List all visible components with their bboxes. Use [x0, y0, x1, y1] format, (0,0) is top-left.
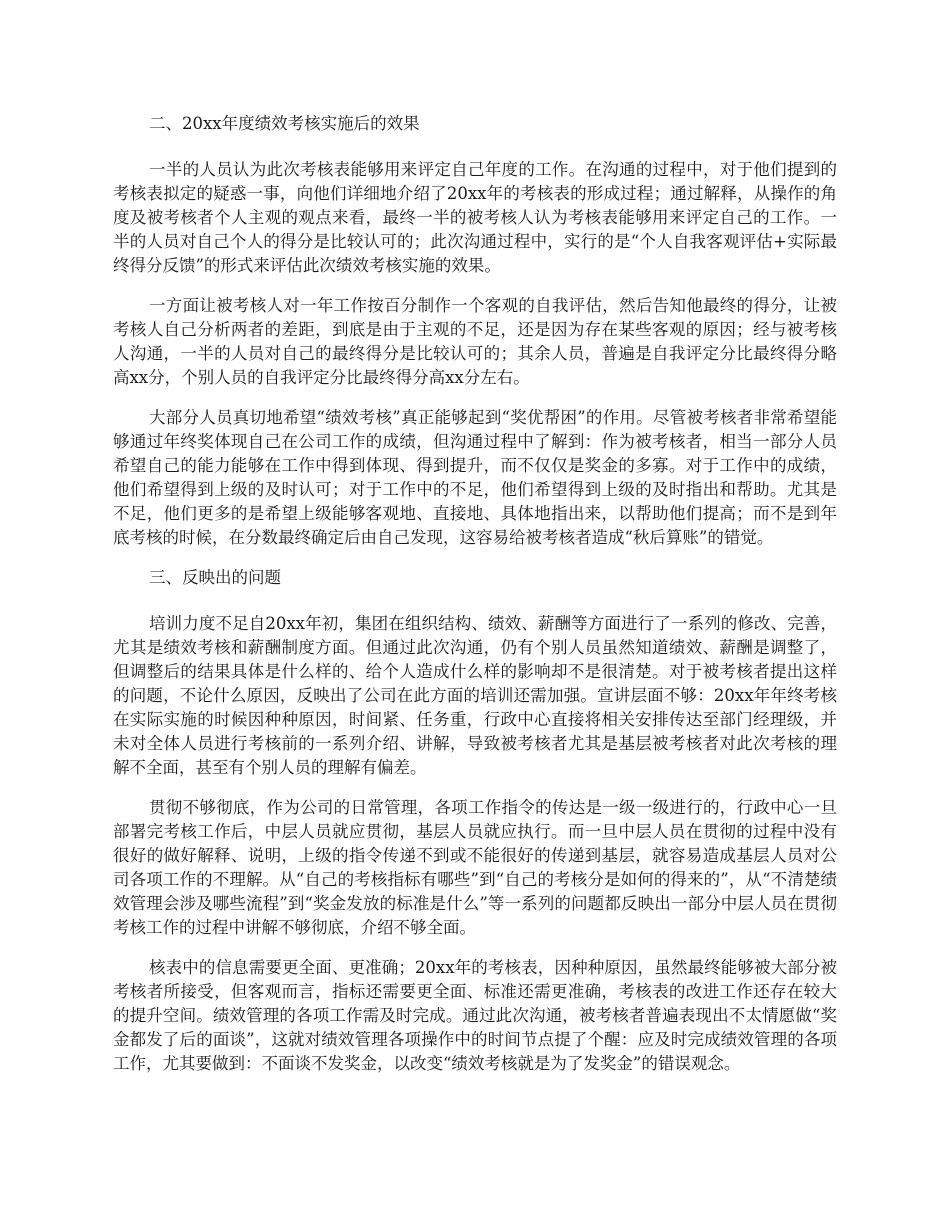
- section-heading-effects: 二、20xx年度绩效考核实施后的效果: [149, 114, 420, 133]
- section-heading-problems: 三、反映出的问题: [149, 568, 281, 587]
- document-page: [113, 112, 837, 1092]
- paragraph: 贯彻不够彻底，作为公司的日常管理，各项工作指令的传达是一级一级进行的，行政中心一旦部署完考核工作后，中层人员就应贯彻，基层人员就应执行。而一旦中层人员在贯彻的过程中没有很好的做好解释、说明，上级的指令传递不到或不能很好的传递到基层，就容易造成基层人员对公司各项工作的不理解。从“自己的考核指标有哪些”到“自己的考核分是如何的得来的”，从“不清楚绩效管理会涉及哪些流程”到“奖金发放的标准是什么”等一系列的问题都反映出一部分中层人员在贯彻考核工作的过程中讲解不够彻底，介绍不够全面。: [113, 798, 837, 937]
- paragraph: 大部分人员真切地希望“绩效考核”真正能够起到“奖优帮困”的作用。尽管被考核者非常希望能够通过年终奖体现自己在公司工作的成绩，但沟通过程中了解到：作为被考核者，相当一部分人员希望自己的能力能够在工作中得到体现、得到提升，而不仅仅是奖金的多寡。对于工作中的成绩，他们希望得到上级的及时认可；对于工作中的不足，他们希望得到上级的及时指出和帮助。尤其是不足，他们更多的是希望上级能够客观地、直接地、具体地指出来，以帮助他们提高；而不是到年底考核的时候，在分数最终确定后由自己发现，这容易给被考核者造成“秋后算账”的错觉。: [113, 408, 837, 547]
- paragraph: 培训力度不足自20xx年初，集团在组织结构、绩效、薪酬等方面进行了一系列的修改、完善，尤其是绩效考核和薪酬制度方面。但通过此次沟通，仍有个别人员虽然知道绩效、薪酬是调整了，但调整后的结果具体是什么样的、给个人造成什么样的影响却不是很清楚。对于被考核者提出这样的问题，不论什么原因，反映出了公司在此方面的培训还需加强。宣讲层面不够：20xx年年终考核在实际实施的时候因种种原因，时间紧、任务重，行政中心直接将相关安排传达至部门经理级，并未对全体人员进行考核前的一系列介绍、讲解，导致被考核者尤其是基层被考核者对此次考核的理解不全面，甚至有个别人员的理解有偏差。: [113, 614, 837, 777]
- paragraph: 核表中的信息需要更全面、更准确；20xx年的考核表，因种种原因，虽然最终能够被大部分被考核者所接受，但客观而言，指标还需要更全面、标准还需更准确，考核表的改进工作还存在较大的提升空间。绩效管理的各项工作需及时完成。通过此次沟通，被考核者普遍表现出不太情愿做“奖金都发了后的面谈”，这就对绩效管理各项操作中的时间节点提了个醒：应及时完成绩效管理的各项工作，尤其要做到：不面谈不发奖金，以改变“绩效考核就是为了发奖金”的错误观念。: [113, 958, 837, 1073]
- paragraph: 一半的人员认为此次考核表能够用来评定自己年度的工作。在沟通的过程中，对于他们提到的考核表拟定的疑惑一事，向他们详细地介绍了20xx年的考核表的形成过程；通过解释，从操作的角度及被考核者个人主观的观点来看，最终一半的被考核人认为考核表能够用来评定自己的工作。一半的人员对自己个人的得分是比较认可的；此次沟通过程中，实行的是“个人自我客观评估+实际最终得分反馈”的形式来评估此次绩效考核实施的效果。: [113, 160, 837, 275]
- paragraph: 一方面让被考核人对一年工作按百分制作一个客观的自我评估，然后告知他最终的得分，让被考核人自己分析两者的差距，到底是由于主观的不足，还是因为存在某些客观的原因；经与被考核人沟通，一半的人员对自己的最终得分是比较认可的；其余人员，普遍是自我评定分比最终得分略高xx分，个别人员的自我评定分比最终得分高xx分左右。: [113, 296, 837, 387]
